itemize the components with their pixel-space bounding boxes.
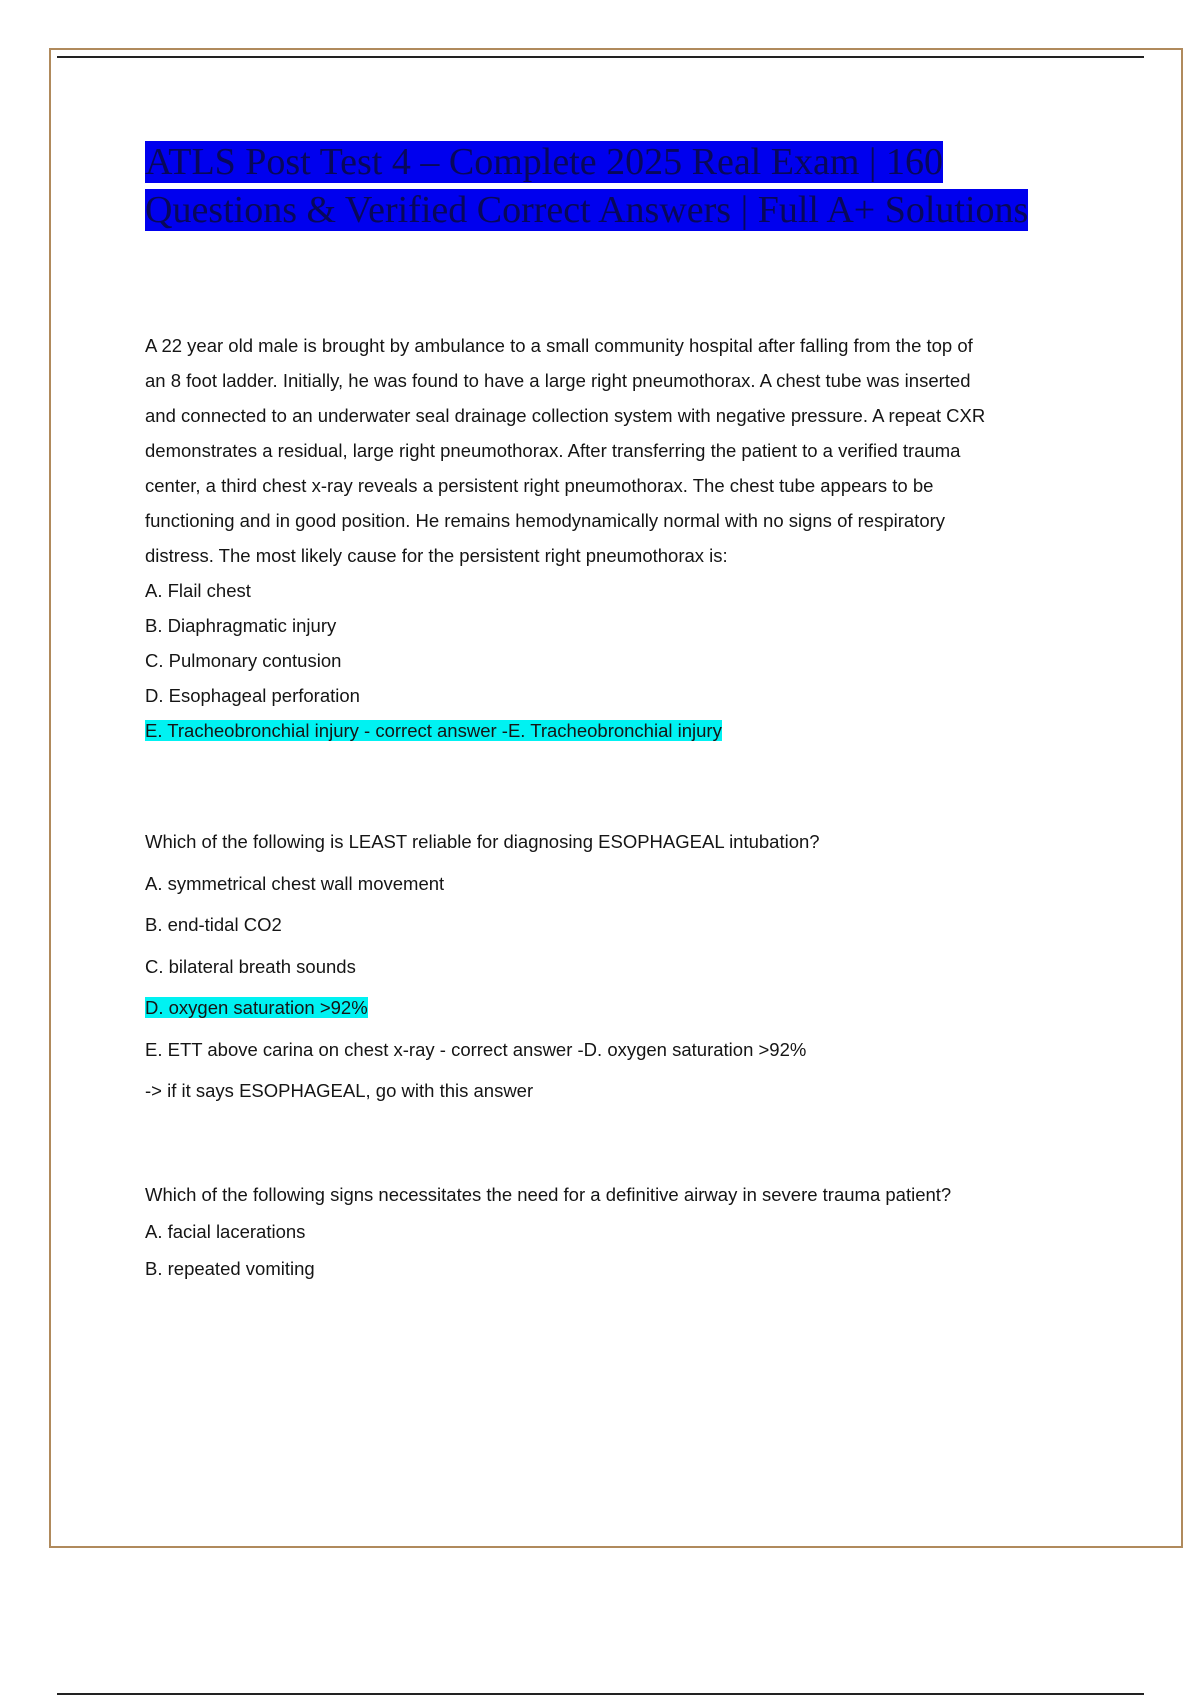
question-2-option-a: A. symmetrical chest wall movement (145, 872, 445, 894)
question-2-note: -> if it says ESOPHAGEAL, go with this answer (145, 1080, 534, 1101)
question-2-option-e: E. ETT above carina on chest x-ray - correct answer -D. oxygen saturation >92% (145, 1038, 807, 1060)
question-2-option-b: B. end-tidal CO2 (145, 914, 282, 935)
question-1-option-c: C. Pulmonary contusion (145, 650, 342, 671)
question-1-option-a: A. Flail chest (145, 580, 251, 601)
question-1-option-d: D. Esophageal perforation (145, 685, 360, 706)
question-3-stem: Which of the following signs necessitates the need for a definitive airway in severe trauma patient? (145, 1183, 952, 1205)
question-2-option-d-highlight: D. oxygen saturation >92% (145, 997, 368, 1018)
document-content (145, 328, 1085, 1287)
question-1-stem-line: A 22 year old male is brought by ambulance to a small community hospital after falling from the top of (145, 335, 973, 356)
question-1 (145, 328, 1085, 748)
question-2 (145, 821, 1085, 1112)
title-line-1: ATLS Post Test 4 – Complete 2025 Real Exam | 160 (145, 141, 943, 183)
question-2-stem: Which of the following is LEAST reliable for diagnosing ESOPHAGEAL intubation? (145, 831, 820, 852)
question-1-stem-line: center, a third chest x-ray reveals a persistent right pneumothorax. The chest tube appears to be (145, 475, 934, 496)
question-1-stem-line: demonstrates a residual, large right pneumothorax. After transferring the patient to a verified trauma (145, 440, 961, 461)
question-1-stem-line: distress. The most likely cause for the persistent right pneumothorax is: (145, 545, 728, 566)
title-line-2: Questions & Verified Correct Answers | Full A+ Solutions (145, 189, 1029, 231)
question-3-option-a: A. facial lacerations (145, 1220, 306, 1242)
question-3-option-b: B. repeated vomiting (145, 1257, 315, 1279)
question-3 (145, 1176, 1085, 1287)
document-title (145, 138, 1135, 234)
question-1-stem-line: functioning and in good position. He remains hemodynamically normal with no signs of respiratory (145, 510, 946, 531)
question-1-option-b: B. Diaphragmatic injury (145, 615, 337, 636)
bottom-rule (57, 1693, 1144, 1695)
question-2-option-c: C. bilateral breath sounds (145, 955, 356, 977)
question-1-answer-highlight: E. Tracheobronchial injury - correct answer -E. Tracheobronchial injury (145, 720, 722, 741)
question-1-answer (145, 713, 1085, 748)
question-2-option-d (145, 987, 1085, 1029)
question-1-stem-line: and connected to an underwater seal drainage collection system with negative pressure. A repeat CXR (145, 405, 986, 426)
question-1-stem-line: an 8 foot ladder. Initially, he was found to have a large right pneumothorax. A chest tube was inserted (145, 370, 971, 391)
